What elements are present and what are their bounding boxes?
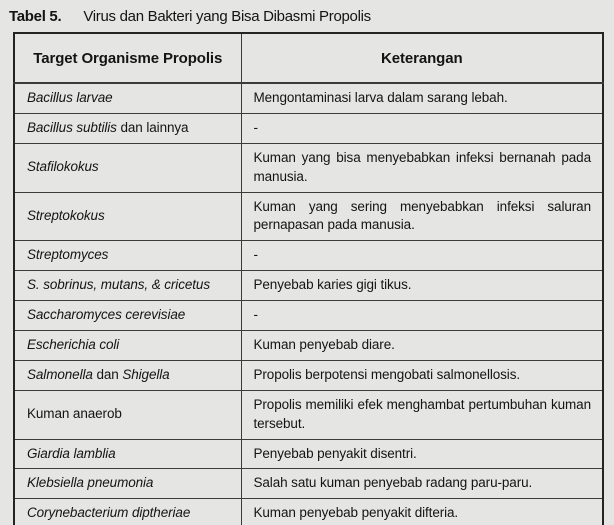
keterangan-cell: Penyebab karies gigi tikus. bbox=[241, 271, 603, 301]
organism-cell bbox=[14, 83, 241, 113]
header-target-organisme: Target Organisme Propolis bbox=[14, 33, 241, 83]
organism-cell bbox=[14, 113, 241, 143]
keterangan-cell: Propolis memiliki efek menghambat pertumbuhan kuman tersebut. bbox=[241, 390, 603, 439]
table-row bbox=[14, 360, 603, 390]
organism-cell bbox=[14, 192, 241, 241]
keterangan-cell: Kuman yang bisa menyebabkan infeksi bernanah pada manusia. bbox=[241, 143, 603, 192]
organism-name: Giardia lamblia bbox=[27, 445, 116, 461]
keterangan-cell: Mengontaminasi larva dalam sarang lebah. bbox=[241, 83, 603, 113]
table-caption-text: Virus dan Bakteri yang Bisa Dibasmi Propolis bbox=[83, 8, 371, 25]
organism-plain-text: Kuman anaerob bbox=[27, 406, 122, 422]
organism-plain-text: dan lainnya bbox=[116, 119, 189, 135]
table-row bbox=[14, 271, 603, 301]
table-row bbox=[14, 113, 603, 143]
table-row bbox=[14, 331, 603, 361]
table-caption bbox=[0, 0, 614, 25]
organism-cell bbox=[14, 241, 241, 271]
table-row bbox=[14, 192, 603, 241]
organism-name: Salmonella bbox=[27, 366, 93, 382]
organism-name: Bacillus subtilis bbox=[27, 119, 117, 135]
organism-cell bbox=[14, 143, 241, 192]
table-row bbox=[14, 439, 603, 469]
organism-cell bbox=[14, 499, 241, 525]
organism-name: Klebsiella pneumonia bbox=[27, 475, 154, 491]
organism-cell bbox=[14, 331, 241, 361]
organism-name: Streptomyces bbox=[27, 247, 109, 263]
organism-cell bbox=[14, 469, 241, 499]
header-keterangan: Keterangan bbox=[241, 33, 603, 83]
table-header bbox=[14, 33, 603, 83]
organism-cell bbox=[14, 301, 241, 331]
organism-name: Stafilokokus bbox=[27, 159, 99, 175]
organism-cell bbox=[14, 271, 241, 301]
keterangan-cell: - bbox=[241, 241, 603, 271]
table-row bbox=[14, 241, 603, 271]
table-row bbox=[14, 143, 603, 192]
organism-cell bbox=[14, 360, 241, 390]
organism-name: Bacillus larvae bbox=[27, 90, 113, 105]
organism-cell bbox=[14, 390, 241, 439]
keterangan-cell: - bbox=[241, 113, 603, 143]
table-row bbox=[14, 301, 603, 331]
organism-name: Shigella bbox=[122, 366, 170, 382]
keterangan-cell: Kuman penyebab penyakit difteria. bbox=[241, 499, 603, 525]
keterangan-cell: - bbox=[241, 301, 603, 331]
organism-name: Escherichia coli bbox=[27, 337, 120, 353]
table-caption-label: Tabel 5. bbox=[9, 8, 62, 25]
organism-cell bbox=[14, 439, 241, 469]
keterangan-cell: Penyebab penyakit disentri. bbox=[241, 439, 603, 469]
table-row bbox=[14, 469, 603, 499]
organism-name: Corynebacterium diptheriae bbox=[27, 505, 191, 521]
keterangan-cell: Kuman yang sering menyebabkan infeksi saluran pernapasan pada manusia. bbox=[241, 192, 603, 241]
organism-name: Streptokokus bbox=[27, 208, 105, 223]
table-body bbox=[14, 83, 603, 525]
table-row bbox=[14, 83, 603, 113]
keterangan-cell: Kuman penyebab diare. bbox=[241, 331, 603, 361]
keterangan-cell: Propolis berpotensi mengobati salmonellosis. bbox=[241, 360, 603, 390]
organism-name: S. sobrinus, mutans, & cricetus bbox=[27, 277, 210, 293]
organism-name: Saccharomyces cerevisiae bbox=[27, 307, 186, 323]
table-row bbox=[14, 499, 603, 525]
header-row bbox=[14, 33, 603, 83]
organism-plain-text: dan bbox=[92, 366, 123, 382]
propolis-table bbox=[13, 32, 604, 525]
table-row bbox=[14, 390, 603, 439]
keterangan-cell: Salah satu kuman penyebab radang paru-paru. bbox=[241, 469, 603, 499]
